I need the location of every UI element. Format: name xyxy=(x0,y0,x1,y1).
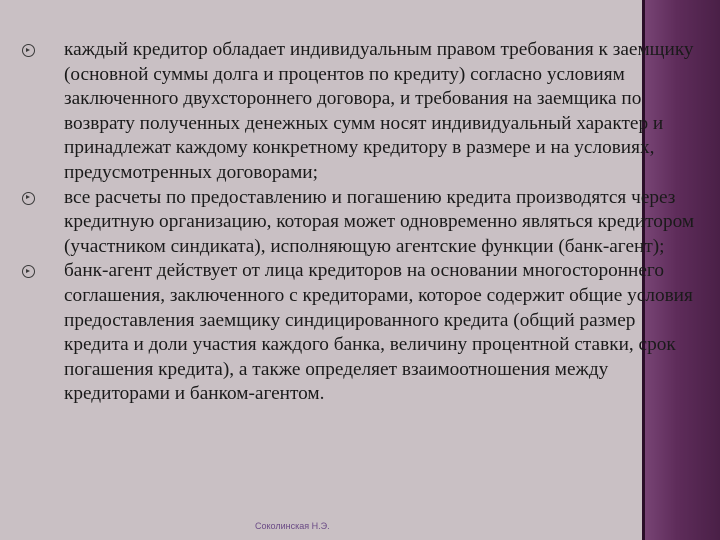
bullet-item-1 xyxy=(22,38,702,186)
bullet-item-3 xyxy=(22,259,702,407)
bullet-text-2: все расчеты по предоставлению и погашению кредита производятся через кредитную организацию, которая может одновременно являться кредитором (участником синдиката), исполняющую агентские функции (банк-агент); xyxy=(64,186,695,257)
footer-author: Соколинская Н.Э. xyxy=(255,521,330,531)
circle-arrow-bullet-icon xyxy=(22,44,35,57)
circle-arrow-bullet-icon xyxy=(22,265,35,278)
circle-arrow-bullet-icon xyxy=(22,192,35,205)
bullet-item-2 xyxy=(22,186,702,260)
bullet-list xyxy=(22,38,702,407)
bullet-text-1: каждый кредитор обладает индивидуальным правом требования к заемщику (основной суммы долга и процентов по кредиту) согласно условиям заключенного двухстороннего договора, и требования на заемщика по возврату полученных денежных сумм носят индивидуальный характер и принадлежат каждому конкретному кредитору в размере и на условиях, предусмотренных договорами; xyxy=(64,39,694,183)
bullet-text-3: банк-агент действует от лица кредиторов на основании многостороннего соглашения, заключенного с кредиторами, которое содержит общие условия предоставления заемщику синдицированного кредита (общий размер кредита и доли участия каждого банка, величину процентной ставки, срок погашения кредита), а также определяет взаимоотношения между кредиторами и банком-агентом. xyxy=(64,260,693,405)
